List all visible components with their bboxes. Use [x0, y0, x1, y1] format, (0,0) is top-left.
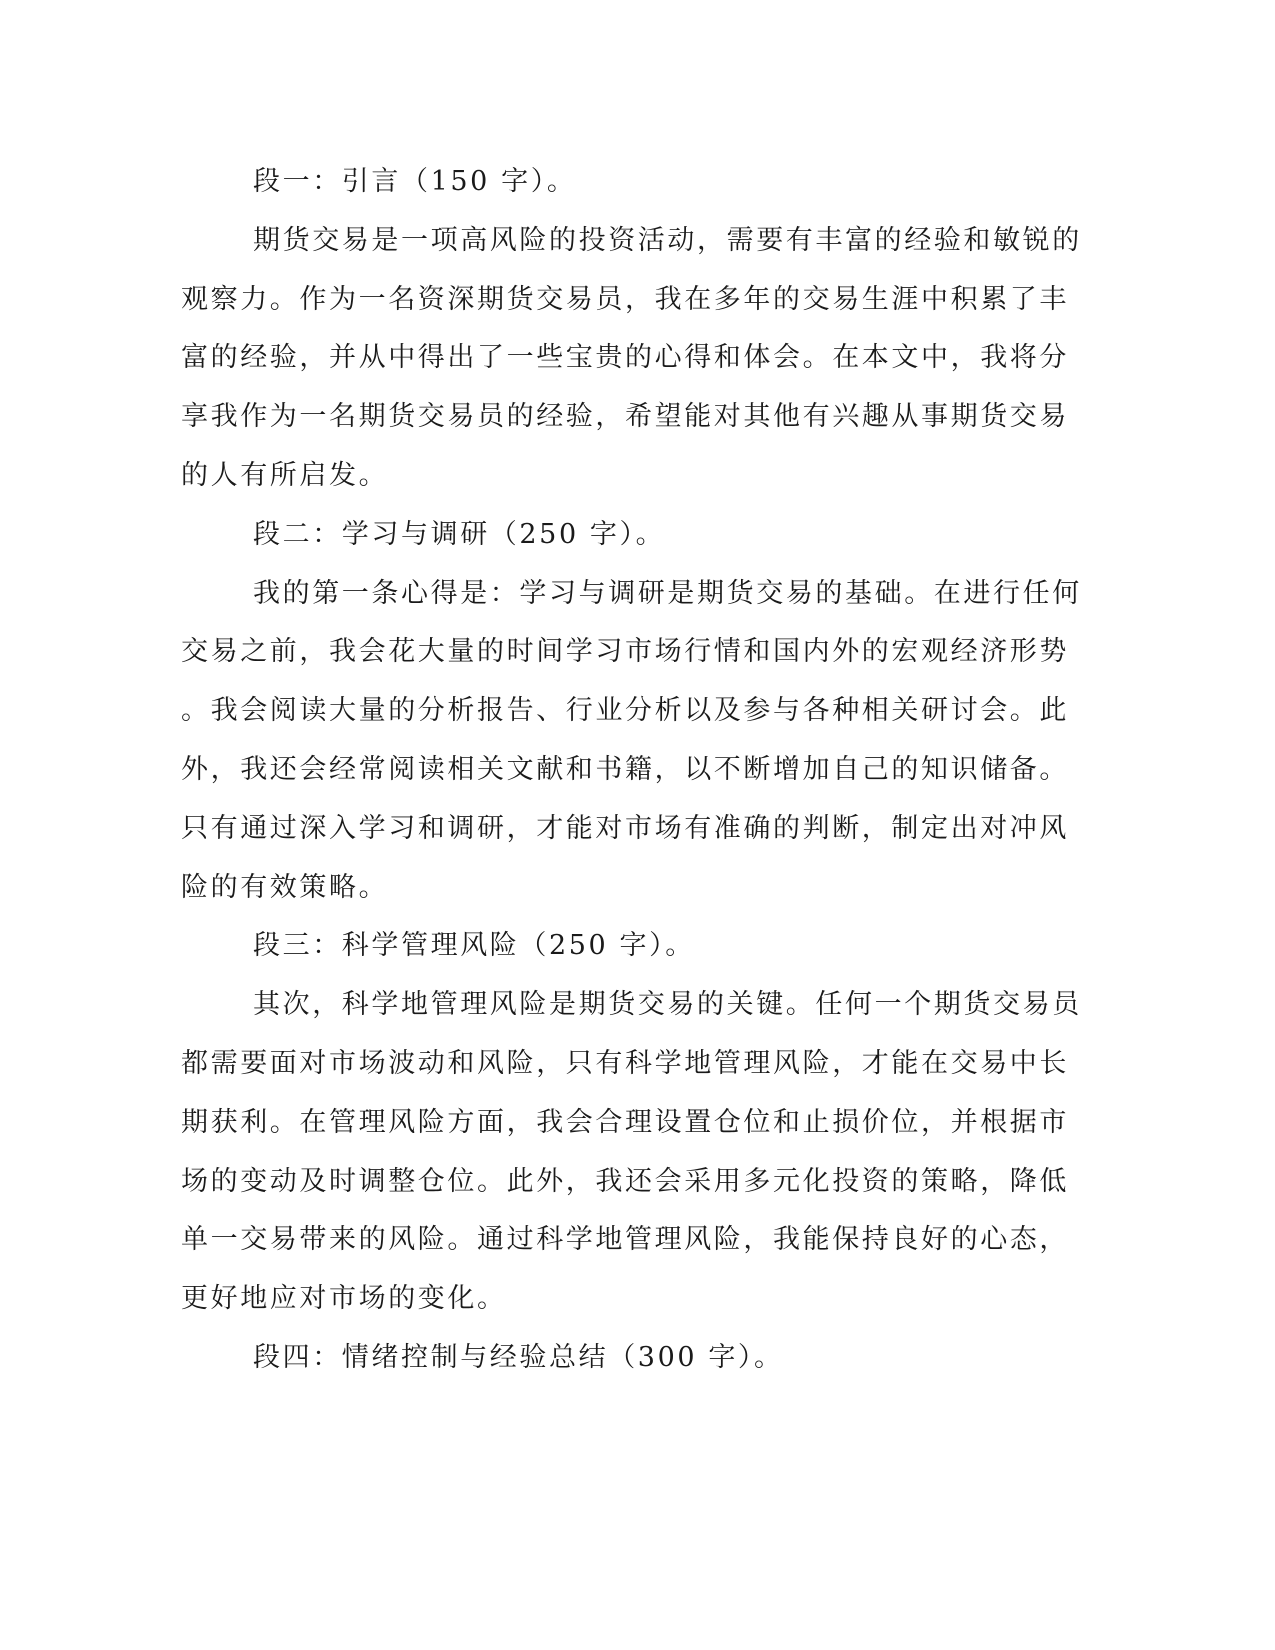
paragraph-line: 险的有效策略。 [181, 871, 389, 903]
paragraph-line: 其次，科学地管理风险是期货交易的关键。任何一个期货交易员 [253, 989, 1082, 1021]
paragraph-line: 享我作为一名期货交易员的经验，希望能对其他有兴趣从事期货交易 [181, 401, 1069, 433]
section-heading-2: 段二：学习与调研（250 字）。 [253, 518, 666, 550]
document-body [181, 153, 1082, 1388]
paragraph-line: 场的变动及时调整仓位。此外，我还会采用多元化投资的策略，降低 [181, 1165, 1069, 1197]
paragraph-line: 都需要面对市场波动和风险，只有科学地管理风险，才能在交易中长 [181, 1047, 1069, 1079]
paragraph-line: 的人有所启发。 [181, 459, 389, 491]
paragraph-line: 期获利。在管理风险方面，我会合理设置仓位和止损价位，并根据市 [181, 1106, 1069, 1138]
paragraph-line: 期货交易是一项高风险的投资活动，需要有丰富的经验和敏锐的 [253, 224, 1082, 256]
paragraph-line: 。我会阅读大量的分析报告、行业分析以及参与各种相关研讨会。此 [181, 695, 1069, 727]
paragraph-line: 更好地应对市场的变化。 [181, 1283, 507, 1315]
paragraph-line: 交易之前，我会花大量的时间学习市场行情和国内外的宏观经济形势 [181, 636, 1069, 668]
paragraph-line: 外，我还会经常阅读相关文献和书籍，以不断增加自己的知识储备。 [181, 753, 1069, 785]
paragraph-line: 富的经验，并从中得出了一些宝贵的心得和体会。在本文中，我将分 [181, 342, 1069, 374]
paragraph-line: 只有通过深入学习和调研，才能对市场有准确的判断，制定出对冲风 [181, 812, 1069, 844]
paragraph-line: 观察力。作为一名资深期货交易员，我在多年的交易生涯中积累了丰 [181, 283, 1069, 315]
paragraph-line: 单一交易带来的风险。通过科学地管理风险，我能保持良好的心态， [181, 1224, 1069, 1256]
paragraph-line: 我的第一条心得是：学习与调研是期货交易的基础。在进行任何 [253, 577, 1082, 609]
section-heading-1: 段一：引言（150 字）。 [253, 166, 577, 197]
section-heading-4: 段四：情绪控制与经验总结（300 字）。 [253, 1341, 784, 1373]
section-heading-3: 段三：科学管理风险（250 字）。 [253, 930, 695, 962]
